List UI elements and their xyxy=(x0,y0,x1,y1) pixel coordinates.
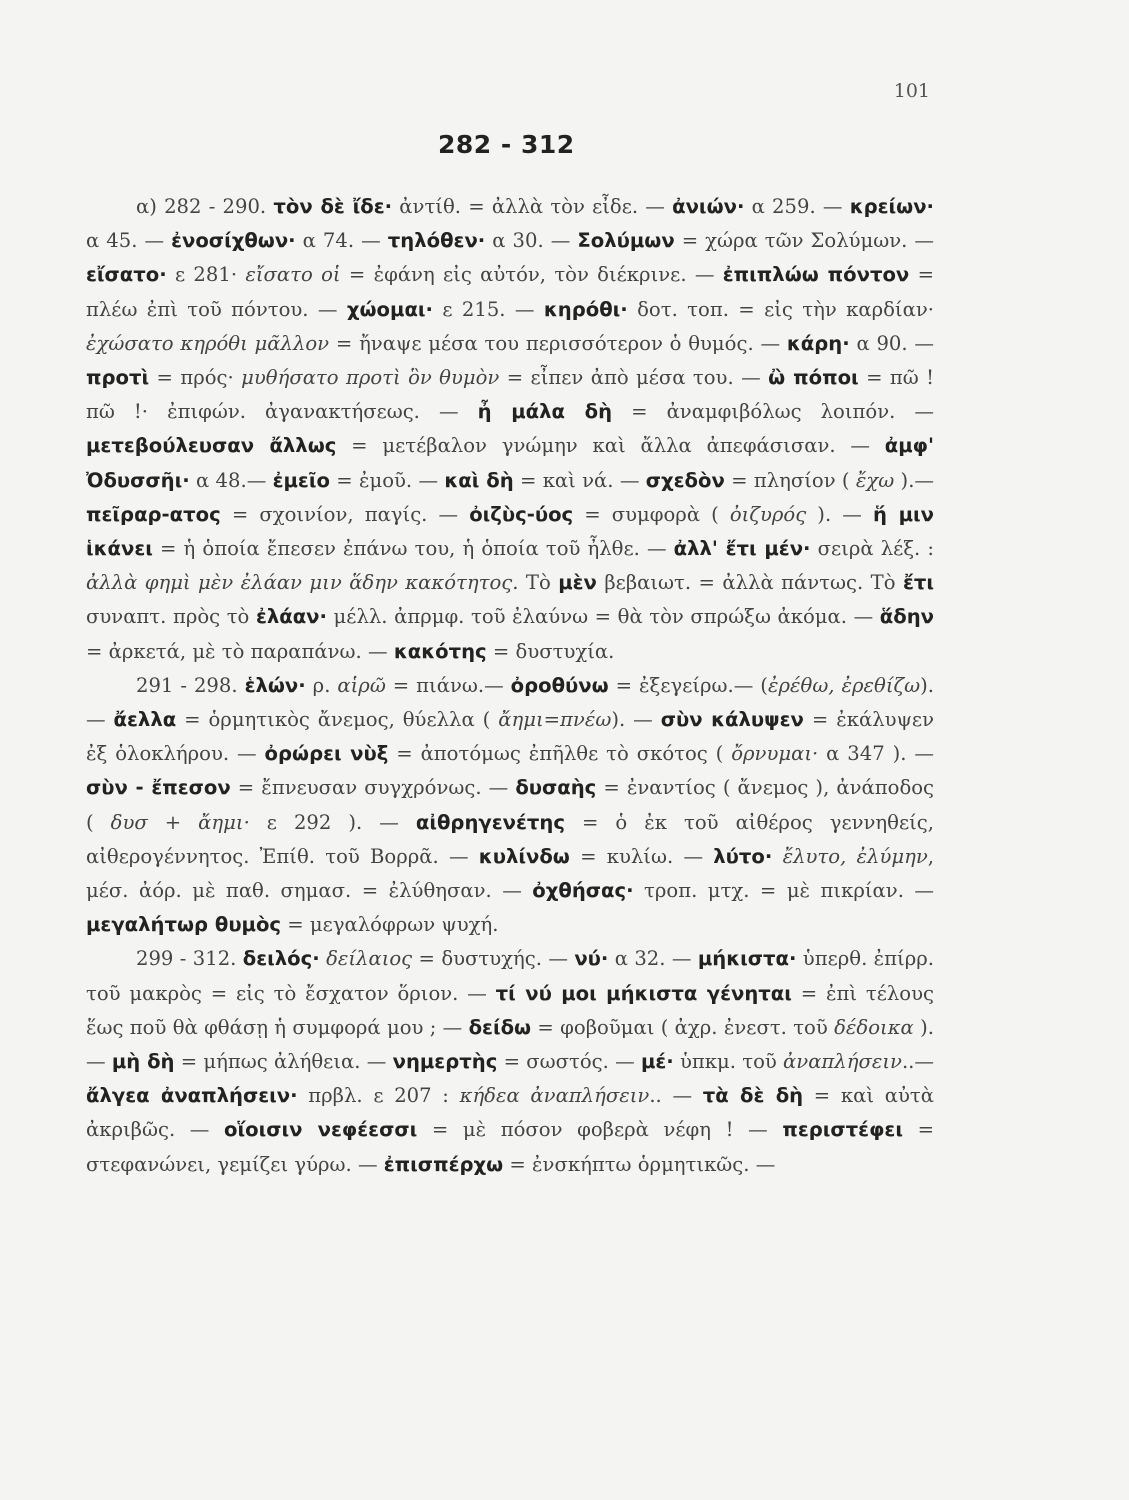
lemma-term: ἐπισπέρχω xyxy=(383,1152,504,1176)
gloss-text: = ἐνσκήπτω ὁρμητικῶς. — xyxy=(503,1152,776,1176)
lemma-term: μήκιστα· xyxy=(697,947,797,971)
italic-citation: ἔχω xyxy=(855,468,895,492)
gloss-text: ε 215. — xyxy=(432,297,544,321)
gloss-text: ε 281· xyxy=(166,263,246,287)
gloss-text: α 45. — xyxy=(86,229,172,253)
lemma-term: δυσαὴς xyxy=(515,776,597,800)
lemma-term: τὸν δὲ ἴδε· xyxy=(273,195,393,218)
lemma-term: ἅδην xyxy=(879,605,934,629)
lemma-term: νημερτὴς xyxy=(392,1050,498,1074)
gloss-text: ). — xyxy=(86,1015,934,1074)
lemma-term: κηρόθι· xyxy=(543,297,628,321)
gloss-text: = ἡ ὁποία ἔπεσεν ἐπάνω του, ἡ ὁποία τοῦ ἦλθε. — xyxy=(152,537,674,561)
gloss-text: = εἶπεν ἀπὸ μέσα του. — xyxy=(499,366,769,390)
lemma-term: λύτο· xyxy=(713,844,773,868)
gloss-text: , μέσ. ἀόρ. μὲ παθ. σημασ. = ἐλύθησαν. — xyxy=(86,844,934,903)
gloss-text: α 74. — xyxy=(295,229,388,253)
gloss-text: = δυστυχής. — xyxy=(412,947,575,971)
lemma-term: τί νύ μοι μήκιστα γένηται xyxy=(495,981,792,1005)
gloss-text: ρ. xyxy=(305,673,338,697)
lemma-term: εἴσατο· xyxy=(86,263,167,287)
lemma-term: μέ· xyxy=(640,1050,674,1074)
italic-citation: ἐχώσατο κηρόθι μᾶλλον xyxy=(86,331,330,355)
lemma-term: ἄλγεα ἀναπλήσειν· xyxy=(86,1084,298,1108)
italic-citation: εἴσατο οἱ xyxy=(245,263,341,287)
lemma-term: ὀροθύνω xyxy=(510,673,609,697)
gloss-text: ). — xyxy=(806,502,873,526)
gloss-text: 299 - 312. xyxy=(136,947,243,971)
lemma-term: σὺν κάλυψεν xyxy=(660,708,804,732)
gloss-text: Τὸ xyxy=(518,571,559,595)
italic-citation: μυθήσατο προτὶ ὃν θυμὸν xyxy=(241,366,500,390)
page-number: 101 xyxy=(893,80,930,102)
lemma-term: χώομαι· xyxy=(346,297,433,321)
gloss-text: = μεγαλόφρων ψυχή. xyxy=(281,913,499,937)
commentary-paragraph xyxy=(86,669,934,943)
italic-citation: ἄημι=πνέω xyxy=(498,708,612,732)
lemma-term: σχεδὸν xyxy=(645,468,725,492)
lemma-term: ἔτι xyxy=(902,571,934,595)
gloss-text: = ἐπὶ τέλους ἕως ποῦ θὰ φθάσῃ ἡ συμφορά μου ; — xyxy=(86,981,934,1039)
italic-citation: αἱρῶ xyxy=(337,673,386,697)
gloss-text: = πλέω ἐπὶ τοῦ πόντου. — xyxy=(86,263,934,321)
lemma-term: οἵοισιν νεφέεσσι xyxy=(224,1118,418,1142)
gloss-text: ὑπερθ. ἐπίρρ. τοῦ μακρὸς = εἰς τὸ ἔσχατον ὅριον. — xyxy=(86,947,935,1005)
gloss-text xyxy=(772,845,782,868)
gloss-text: = δυστυχία. xyxy=(486,639,615,663)
lemma-term: μὲν xyxy=(558,571,597,595)
gloss-text: = σωστός. — xyxy=(497,1050,641,1074)
commentary-paragraph xyxy=(86,942,934,1181)
gloss-text: = ἐφάνη εἰς αὐτόν, τὸν διέκρινε. — xyxy=(340,263,723,287)
lemma-term: ἐμεῖο xyxy=(272,468,330,492)
gloss-text: = ἀναμφιβόλως λοιπόν. — xyxy=(612,400,934,424)
lemma-term: ἀλλ' ἔτι μέν· xyxy=(673,537,811,561)
gloss-text: πρβλ. ε 207 : xyxy=(297,1084,460,1108)
lemma-term: κακότης xyxy=(393,639,487,663)
gloss-text: = ἐκάλυψεν ἐξ ὁλοκλήρου. — xyxy=(86,708,934,766)
gloss-text: = σχοινίον, παγίς. — xyxy=(220,502,470,526)
gloss-text: ε 292 ). — xyxy=(249,810,416,834)
italic-citation: ἔλυτο, ἐλύμην xyxy=(782,844,928,868)
lemma-term: μεγαλήτωρ θυμὸς xyxy=(86,913,282,937)
gloss-text: = ὁρμητικὸς ἄνεμος, θύελλα ( xyxy=(176,708,499,732)
lemma-term: ἐλάαν· xyxy=(255,605,327,629)
gloss-text: = μὲ πόσον φοβερὰ νέφη ! — xyxy=(417,1118,783,1142)
commentary-paragraph xyxy=(86,190,934,669)
gloss-text: = καὶ αὐτὰ ἀκριβῶς. — xyxy=(86,1084,934,1142)
lemma-term: ἀνιών· xyxy=(672,195,745,218)
gloss-text: α 259. — xyxy=(744,195,850,218)
gloss-text: ὑπκμ. τοῦ xyxy=(673,1050,784,1074)
lemma-term: αἰθρηγενέτης xyxy=(415,810,565,834)
lemma-term: σὺν - ἔπεσον xyxy=(86,776,231,800)
gloss-text: ). — xyxy=(611,708,661,732)
gloss-text: = συμφορὰ ( xyxy=(573,502,730,526)
gloss-text: = καὶ νά. — xyxy=(513,468,646,492)
gloss-text: = χώρα τῶν Σολύμων. — xyxy=(674,229,935,253)
lemma-term: ὀχθήσας· xyxy=(532,879,634,903)
lemma-term: τηλόθεν· xyxy=(387,229,486,253)
gloss-text: ).— xyxy=(894,468,935,492)
gloss-text: = ἐμοῦ. — xyxy=(329,468,445,492)
gloss-text: = μετέβαλον γνώμην καὶ ἄλλα ἀπεφάσισαν. — xyxy=(336,434,885,458)
gloss-text: α 347 ). — xyxy=(818,742,935,766)
gloss-text: = πλησίον ( xyxy=(724,468,856,492)
gloss-text: τροπ. μτχ. = μὲ πικρίαν. — xyxy=(633,879,934,903)
lemma-term: κάρη· xyxy=(786,331,850,355)
lemma-term: τὰ δὲ δὴ xyxy=(702,1084,804,1108)
gloss-text: = ἀρκετά, μὲ τὸ παραπάνω. — xyxy=(86,639,394,663)
lemma-term: ὀρώρει νὺξ xyxy=(264,742,389,766)
gloss-text: δοτ. τοπ. = εἰς τὴν καρδίαν· xyxy=(627,297,934,321)
gloss-text: βεβαιωτ. = ἀλλὰ πάντως. Τὸ xyxy=(596,571,903,595)
italic-citation: ἀναπλήσειν xyxy=(783,1050,902,1074)
italic-citation: ὄρνυμαι· xyxy=(731,742,819,766)
lemma-term: δείδω xyxy=(468,1015,532,1039)
gloss-text: ἀντίθ. = ἀλλὰ τὸν εἶδε. — xyxy=(392,195,673,218)
lemma-term: ὀιζὺς-ύος xyxy=(469,502,574,526)
lemma-term: νύ· xyxy=(574,947,609,971)
gloss-text: = πρός· xyxy=(149,366,242,390)
lemma-term: καὶ δὴ xyxy=(444,468,514,492)
lemma-term: πεῖραρ-ατος xyxy=(86,502,221,526)
lemma-term: ἦ μάλα δὴ xyxy=(477,400,613,424)
lemma-term: μετεβούλευσαν ἄλλως xyxy=(86,434,337,458)
gloss-text: = πιάνω.— xyxy=(385,673,511,697)
lemma-term: ἥ μιν ἱκάνει xyxy=(86,502,935,561)
italic-citation: ἀλλὰ φημὶ μὲν ἐλάαν μιν ἅδην κακότητος. xyxy=(86,571,519,595)
gloss-text: σειρὰ λέξ. : xyxy=(810,537,935,561)
italic-citation: ἐρέθω, ἐρεθίζω xyxy=(767,673,921,697)
gloss-text: = ἐναντίος ( ἄνεμος ), ἀνάποδος ( xyxy=(86,776,935,834)
lemma-term: προτὶ xyxy=(86,366,150,390)
gloss-text: α 48.— xyxy=(189,468,273,492)
lemma-term: ἐπιπλώω πόντον xyxy=(722,263,910,287)
lemma-term: μὴ δὴ xyxy=(111,1050,175,1074)
gloss-text: = μήπως ἀλήθεια. — xyxy=(174,1050,393,1074)
gloss-text: μέλλ. ἀπρμφ. τοῦ ἐλαύνω = θὰ τὸν σπρώξω ἀκόμα. — xyxy=(326,605,880,629)
gloss-text: = πῶ ! πῶ !· ἐπιφών. ἀγανακτήσεως. — xyxy=(86,366,935,424)
gloss-text: α 30. — xyxy=(485,229,578,253)
lemma-term: δειλός· xyxy=(242,947,320,971)
gloss-text: = ἀποτόμως ἐπῆλθε τὸ σκότος ( xyxy=(388,742,732,766)
gloss-text: ..— xyxy=(901,1050,935,1074)
lemma-term: ἀμφ' Ὀδυσσῆι· xyxy=(86,434,934,492)
gloss-text: α) 282 - 290. xyxy=(136,195,274,218)
page-heading: 282 - 312 xyxy=(438,130,575,159)
gloss-text: .. — xyxy=(649,1084,703,1108)
gloss-text: = στεφανώνει, γεμίζει γύρω. — xyxy=(86,1118,934,1176)
lemma-term: ὢ πόποι xyxy=(768,366,859,390)
italic-citation: δέδοικα xyxy=(834,1015,914,1039)
lemma-term: περιστέφει xyxy=(782,1118,903,1142)
gloss-text: ). — xyxy=(86,673,934,732)
gloss-text: = ἤναψε μέσα του περισσότερον ὁ θυμός. — xyxy=(329,331,787,355)
gloss-text: = ὁ ἐκ τοῦ αἰθέρος γεννηθείς, αἰθερογέννητος. Ἐπίθ. τοῦ Βορρᾶ. — xyxy=(86,810,934,868)
gloss-text: = φοβοῦμαι ( ἀχρ. ἐνεστ. τοῦ xyxy=(531,1015,835,1039)
lemma-term: Σολύμων xyxy=(577,229,675,253)
gloss-text: 291 - 298. xyxy=(136,673,245,697)
italic-citation: δυσ + ἄημι· xyxy=(110,810,250,834)
lemma-term: κρείων· xyxy=(849,195,934,218)
lemma-term: ἐνοσίχθων· xyxy=(171,229,296,253)
italic-citation: κήδεα ἀναπλήσειν xyxy=(459,1084,650,1108)
gloss-text: = κυλίω. — xyxy=(569,844,714,868)
gloss-text: = ἔπνευσαν συγχρόνως. — xyxy=(230,776,516,800)
lemma-term: ἑλών· xyxy=(244,673,306,697)
italic-citation: δείλαιος xyxy=(326,947,413,971)
lemma-term: ἄελλα xyxy=(113,708,177,732)
gloss-text: συναπτ. πρὸς τὸ xyxy=(86,605,256,629)
gloss-text: α 32. — xyxy=(608,947,698,971)
italic-citation: ὀιζυρός xyxy=(729,502,807,526)
commentary-body xyxy=(86,190,934,1182)
gloss-text: α 90. — xyxy=(849,331,935,355)
gloss-text: = ἐξεγείρω.— ( xyxy=(608,673,768,697)
lemma-term: κυλίνδω xyxy=(478,844,570,868)
